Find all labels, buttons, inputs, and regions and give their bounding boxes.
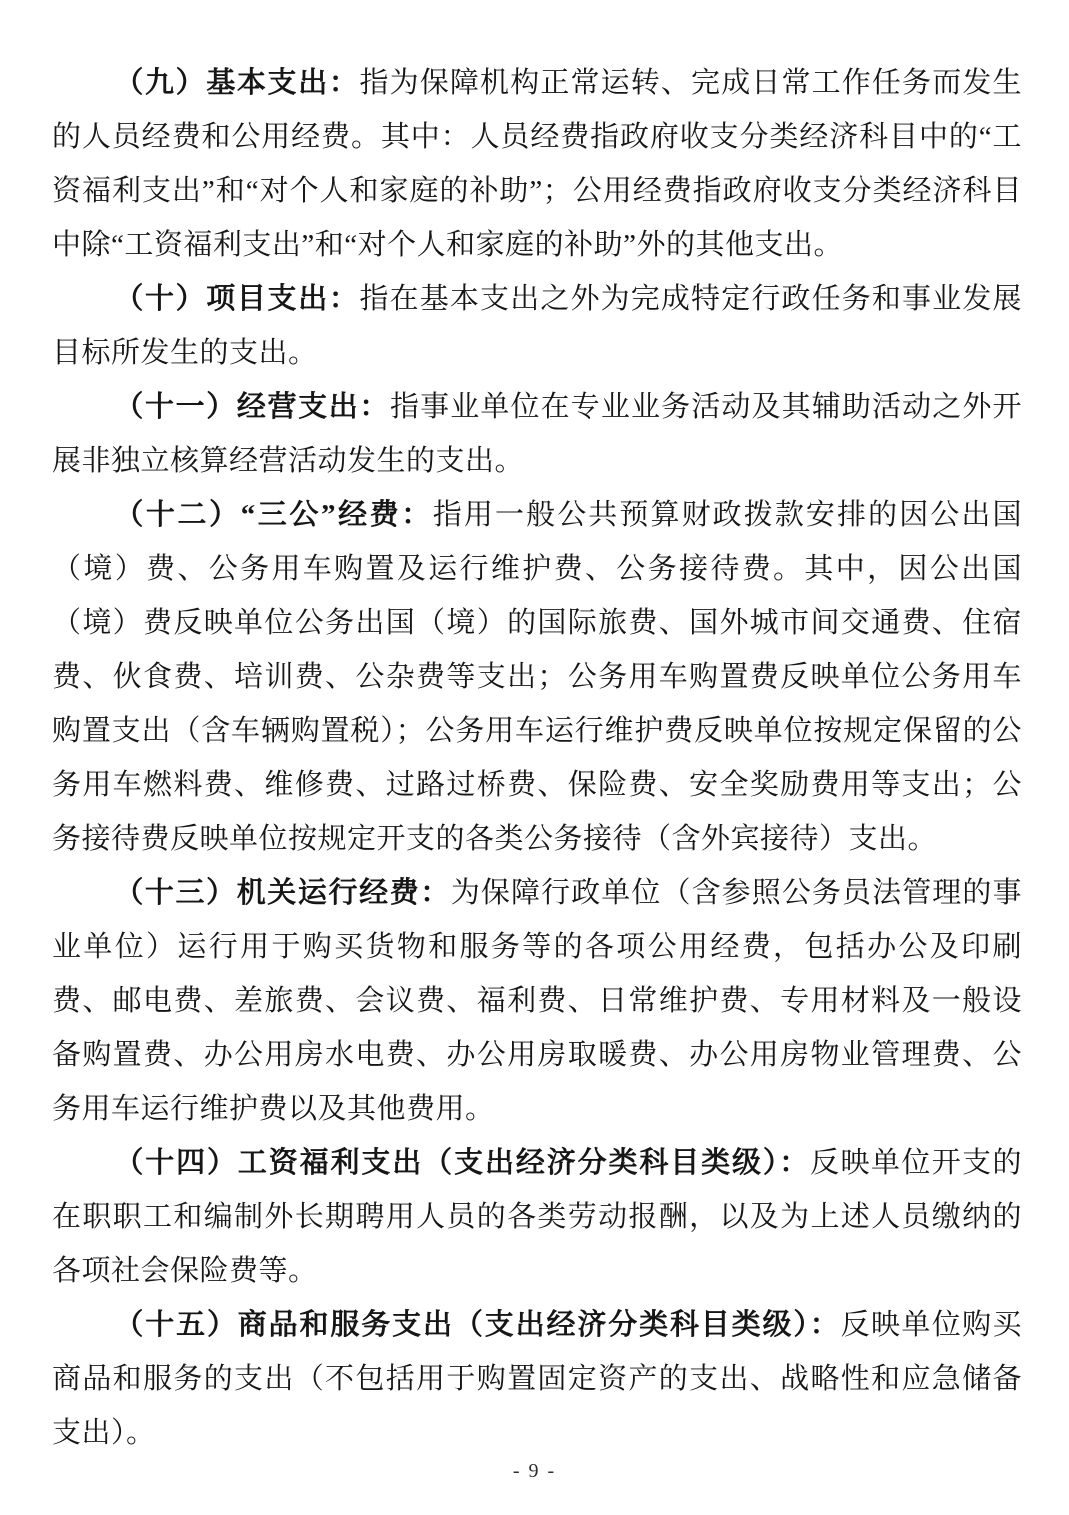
paragraph xyxy=(52,1136,1022,1298)
paragraph-body: 指事业单位在专业业务活动及其辅助活动之外开展非独立核算经营活动发生的支出。 xyxy=(52,391,1022,477)
paragraph xyxy=(52,1298,1022,1460)
paragraph-body: 指在基本支出之外为完成特定行政任务和事业发展目标所发生的支出。 xyxy=(52,283,1022,369)
paragraph-body: 反映单位开支的在职职工和编制外长期聘用人员的各类劳动报酬，以及为上述人员缴纳的各项社会保险费等。 xyxy=(52,1147,1022,1287)
paragraph xyxy=(52,488,1022,866)
paragraph-body: 指用一般公共预算财政拨款安排的因公出国（境）费、公务用车购置及运行维护费、公务接待费。其中，因公出国（境）费反映单位公务出国（境）的国际旅费、国外城市间交通费、住宿费、伙食费、培训费、公杂费等支出；公务用车购置费反映单位公务用车购置支出（含车辆购置税）；公务用车运行维护费反映单位按规定保留的公务用车燃料费、维修费、过路过桥费、保险费、安全奖励费用等支出；公务接待费反映单位按规定开支的各类公务接待（含外宾接待）支出。 xyxy=(52,499,1022,855)
paragraph-heading: （十三）机关运行经费： xyxy=(114,877,451,909)
page-number: - 9 - xyxy=(512,1460,557,1482)
paragraph-heading: （十）项目支出： xyxy=(114,283,360,315)
paragraph-heading: （十四）工资福利支出（支出经济分类科目类级）： xyxy=(114,1147,811,1179)
paragraph xyxy=(52,272,1022,380)
paragraph-heading: （九）基本支出： xyxy=(114,67,360,99)
paragraph xyxy=(52,56,1022,272)
paragraph-body: 指为保障机构正常运转、完成日常工作任务而发生的人员经费和公用经费。其中：人员经费指政府收支分类经济科目中的“工资福利支出”和“对个人和家庭的补助”；公用经费指政府收支分类经济科目中除“工资福利支出”和“对个人和家庭的补助”外的其他支出。 xyxy=(52,67,1022,261)
paragraph-heading: （十一）经营支出： xyxy=(114,391,390,423)
paragraph xyxy=(52,380,1022,488)
paragraph xyxy=(52,866,1022,1136)
paragraph-heading: （十二）“三公”经费： xyxy=(114,499,433,531)
paragraph-heading: （十五）商品和服务支出（支出经济分类科目类级）： xyxy=(114,1309,841,1341)
paragraph-body: 为保障行政单位（含参照公务员法管理的事业单位）运行用于购买货物和服务等的各项公用经费，包括办公及印刷费、邮电费、差旅费、会议费、福利费、日常维护费、专用材料及一般设备购置费、办公用房水电费、办公用房取暖费、办公用房物业管理费、公务用车运行维护费以及其他费用。 xyxy=(52,877,1022,1125)
document-body xyxy=(52,56,1022,1460)
paragraph-body: 反映单位购买商品和服务的支出（不包括用于购置固定资产的支出、战略性和应急储备支出）。 xyxy=(52,1309,1022,1449)
